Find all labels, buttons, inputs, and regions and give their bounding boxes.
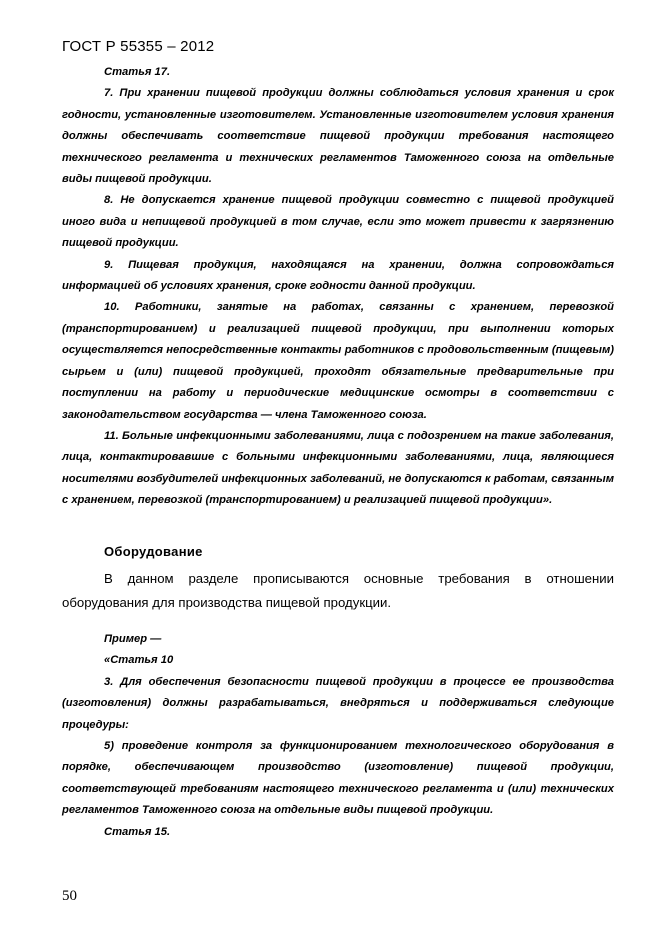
- paragraph-9: 9. Пищевая продукция, находящаяся на хранении, должна сопровождаться информацией об условиях хранения, сроке годности данной продукции.: [62, 258, 614, 293]
- document-header: ГОСТ Р 55355 – 2012: [62, 38, 215, 55]
- article-17-heading: Статья 17.: [104, 66, 171, 78]
- paragraph-8: 8. Не допускается хранение пищевой продукции совместно с пищевой продукцией иного вида и непищевой продукцией в том случае, если это может привести к загрязнению пищевой продукции.: [62, 194, 614, 250]
- paragraph-3: 3. Для обеспечения безопасности пищевой продукции в процессе ее производства (изготовления) должны разрабатываться, внедряться и поддерживаться следующие процедуры:: [62, 675, 614, 731]
- paragraph-7: 7. При хранении пищевой продукции должны соблюдаться условия хранения и срок годности, установленные изготовителем. Установленные изготовителем условия хранения должны обеспечивать соответствие пищевой продукции требования настоящего технического регламента и технических регламентов Таможенного союза на отдельные виды пищевой продукции.: [62, 87, 614, 186]
- article-10-heading: «Статья 10: [104, 654, 174, 667]
- quoted-regulation-block: [62, 62, 614, 512]
- section-title: Оборудование: [104, 544, 203, 559]
- paragraph-11: 11. Больные инфекционными заболеваниями, лица с подозрением на такие заболевания, лица, контактировавшие с больными инфекционными заболеваниями, лица, являющиеся носителями возбудителей инфекционных заболеваний, не допускаются к работам, связанным с хранением, перевозкой (транспортированием) и реализацией пищевой продукции».: [62, 429, 614, 507]
- example-block: [62, 629, 614, 843]
- paragraph-10: 10. Работники, занятые на работах, связанны с хранением, перевозкой (транспортированием) и реализацией пищевой продукции, при выполнении которых осуществляется непосредственные контакты работников с продовольственным (пищевым) сырьем и (или) пищевой продукцией, проходят обязательные предварительные при поступлении на работу и периодические медицинские осмотры в соответствии с законодательством государства — члена Таможенного союза.: [62, 301, 614, 421]
- item-5: 5) проведение контроля за функционированием технологического оборудования в порядке, обеспечивающем производство (изготовление) пищевой продукции, соответствующей требованиям настоящего технического регламента и (или) технических регламентов Таможенного союза на отдельные виды пищевой продукции.: [62, 740, 614, 817]
- example-label: Пример —: [104, 633, 162, 645]
- section-intro-block: [62, 567, 614, 615]
- page-number: 50: [62, 888, 77, 904]
- article-15-heading: Статья 15.: [104, 825, 171, 838]
- section-intro: В данном разделе прописываются основные требования в отношении оборудования для производства пищевой продукции.: [62, 571, 614, 610]
